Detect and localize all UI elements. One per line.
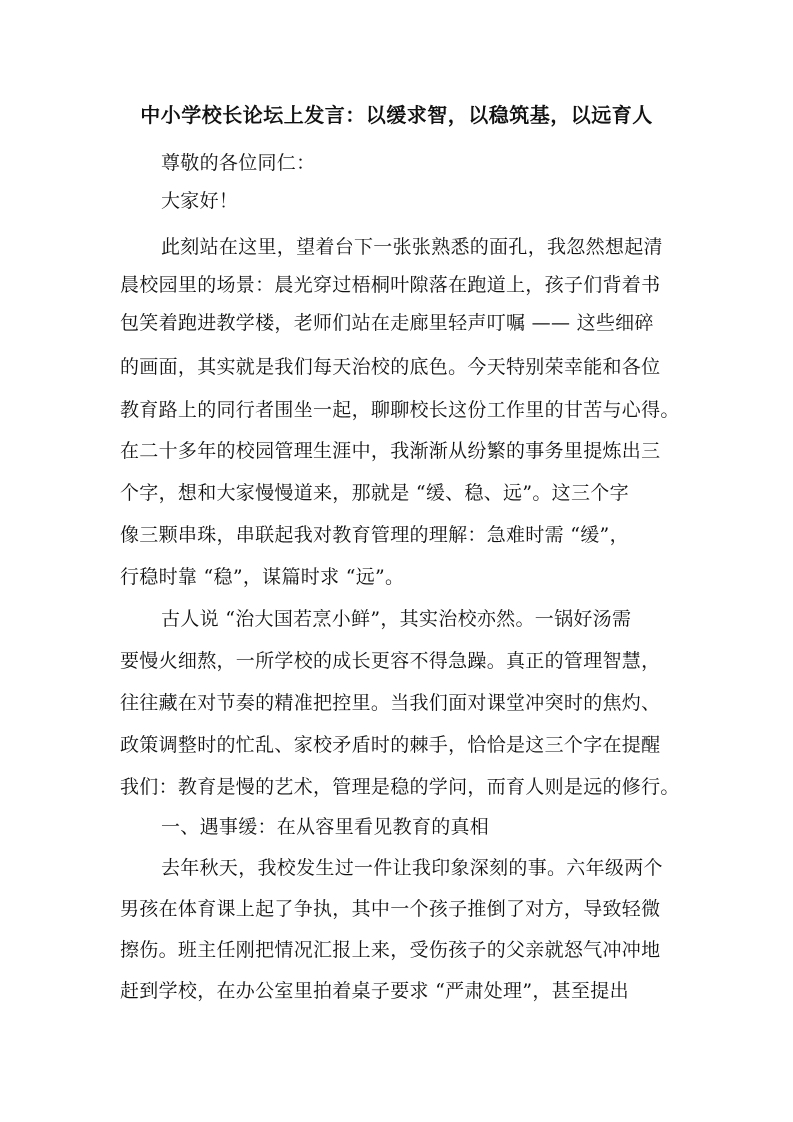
paragraph-line: 往往藏在对节奏的精准把控里。当我们面对课堂冲突时的焦灼、 bbox=[120, 692, 661, 714]
paragraph-line: 包笑着跑进教学楼，老师们站在走廊里轻声叮嘱 —— 这些细碎 bbox=[120, 312, 654, 334]
paragraph-line: 去年秋天，我校发生过一件让我印象深刻的事。六年级两个 bbox=[161, 857, 663, 879]
paragraph-line: 像三颗串珠，串联起我对教育管理的理解：急难时需 “缓”， bbox=[120, 524, 629, 546]
paragraph-line: 赶到学校，在办公室里拍着桌子要求 “严肃处理”，甚至提出 bbox=[120, 980, 629, 1002]
paragraph-line: 在二十多年的校园管理生涯中，我渐渐从纷繁的事务里提炼出三 bbox=[120, 440, 661, 462]
paragraph-line: 个字，想和大家慢慢道来，那就是 “缓、稳、远”。这三个字 bbox=[120, 482, 629, 504]
paragraph-line: 擦伤。班主任刚把情况汇报上来，受伤孩子的父亲就怒气冲冲地 bbox=[120, 939, 661, 961]
paragraph-line: 行稳时靠 “稳”，谋篇时求 “远”。 bbox=[120, 566, 405, 588]
greeting-line: 大家好！ bbox=[161, 190, 239, 212]
salutation-line: 尊敬的各位同仁： bbox=[161, 152, 316, 174]
paragraph-line: 此刻站在这里，望着台下一张张熟悉的面孔，我忽然想起清 bbox=[161, 236, 663, 258]
paragraph-line: 的画面，其实就是我们每天治校的底色。今天特别荣幸能和各位 bbox=[120, 356, 661, 378]
document-title: 中小学校长论坛上发言：以缓求智，以稳筑基，以远育人 bbox=[140, 103, 653, 127]
paragraph-line: 古人说 “治大国若烹小鲜”，其实治校亦然。一锅好汤需 bbox=[161, 608, 632, 630]
paragraph-line: 我们：教育是慢的艺术，管理是稳的学问，而育人则是远的修行。 bbox=[120, 776, 680, 798]
paragraph-line: 晨校园里的场景：晨光穿过梧桐叶隙落在跑道上，孩子们背着书 bbox=[120, 274, 661, 296]
paragraph-line: 政策调整时的忙乱、家校矛盾时的棘手，恰恰是这三个字在提醒 bbox=[120, 734, 661, 756]
paragraph-line: 男孩在体育课上起了争执，其中一个孩子推倒了对方，导致轻微 bbox=[120, 898, 661, 920]
paragraph-line: 要慢火细熬，一所学校的成长更容不得急躁。真正的管理智慧， bbox=[120, 650, 661, 672]
paragraph-line: 教育路上的同行者围坐一起，聊聊校长这份工作里的甘苦与心得。 bbox=[120, 399, 680, 421]
section-heading: 一、遇事缓：在从容里看见教育的真相 bbox=[161, 816, 490, 838]
